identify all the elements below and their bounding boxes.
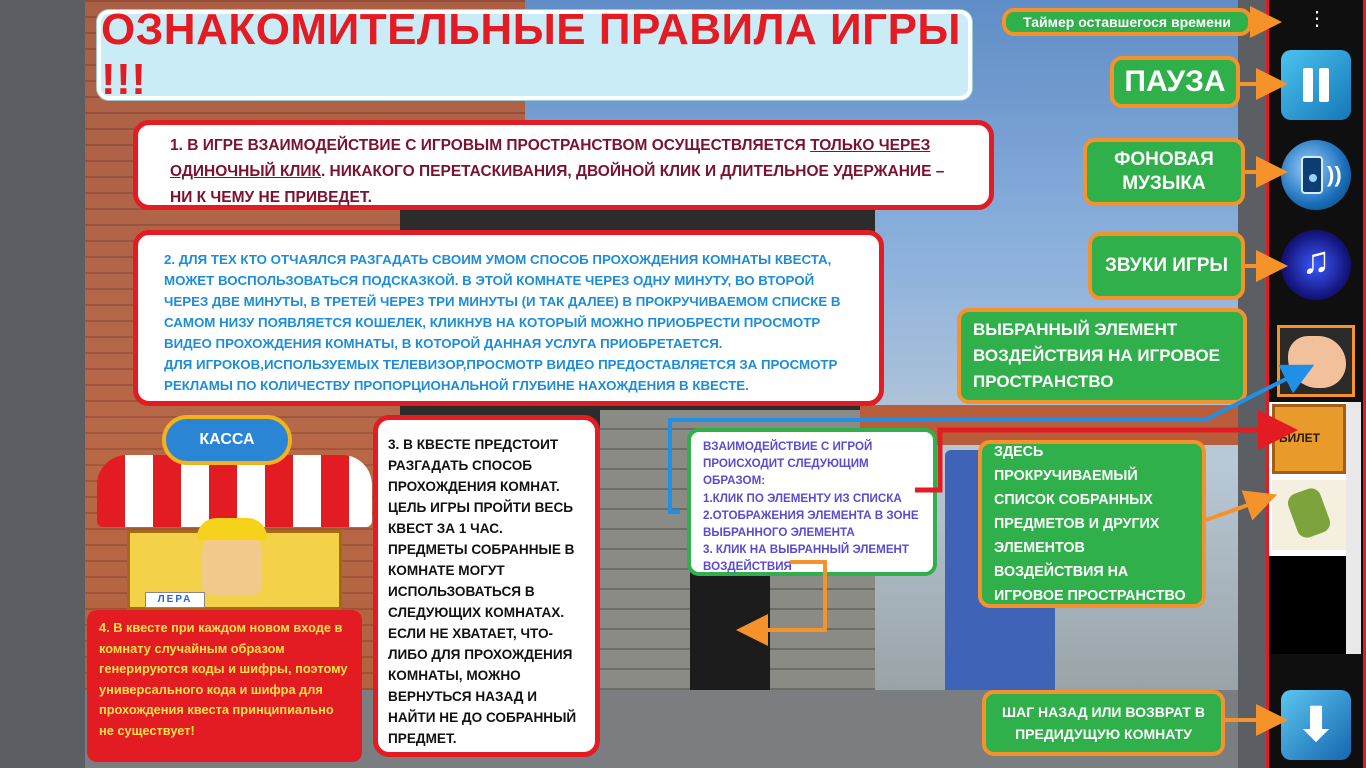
sounds-label: ЗВУКИ ИГРЫ bbox=[1088, 232, 1245, 300]
interaction-step-3: 3. КЛИК НА ВЫБРАННЫЙ ЭЛЕМЕНТ ВОЗДЕЙСТВИЯ bbox=[703, 543, 910, 574]
down-arrow-icon: ⬇ bbox=[1296, 698, 1336, 750]
back-label: ШАГ НАЗАД ИЛИ ВОЗВРАТ В ПРЕДИДУЩУЮ КОМНАТУ bbox=[982, 690, 1225, 756]
rule-3-text: 3. В КВЕСТЕ ПРЕДСТОИТ РАЗГАДАТЬ СПОСОБ ПРОХОЖДЕНИЯ КОМНАТ. ЦЕЛЬ ИГРЫ ПРОЙТИ ВЕСЬ КВЕСТ ЗА 1 ЧАС. ПРЕДМЕТЫ СОБРАННЫЕ В КОМНАТЕ МОГУТ ИСПОЛЬЗОВАТЬСЯ В СЛЕДУЮЩИХ КОМНАТАХ. ЕСЛИ НЕ ХВАТАЕТ, ЧТО-ЛИБО ДЛЯ ПРОХОЖДЕНИЯ КОМНАТЫ, МОЖНО ВЕРНУТЬСЯ НАЗАД И НАЙТИ НЕ ДО СОБРАННЫЙ ПРЕДМЕТ. bbox=[388, 437, 577, 746]
blue-arrow bbox=[670, 372, 1300, 512]
selected-element-label: ВЫБРАННЫЙ ЭЛЕМЕНТ ВОЗДЕЙСТВИЯ НА ИГРОВОЕ ПРОСТРАНСТВО bbox=[957, 308, 1247, 404]
kebab-menu-icon[interactable]: ⋮ bbox=[1307, 8, 1327, 30]
sound-waves-icon: )) bbox=[1327, 162, 1342, 187]
music-label: ФОНОВАЯ МУЗЫКА bbox=[1083, 138, 1245, 206]
rule-2-paragraph-1: 2. ДЛЯ ТЕХ КТО ОТЧАЯЛСЯ РАЗГАДАТЬ СВОИМ УМОМ СПОСОБ ПРОХОЖДЕНИЯ КОМНАТЫ КВЕСТА, МОЖЕТ ВОСПОЛЬЗОВАТЬСЯ ПОДСКАЗКОЙ. В ЭТОЙ КОМНАТЕ ЧЕРЕЗ ОДНУ МИНУТУ, ВО ВТОРОЙ ЧЕРЕЗ ДВЕ МИНУТЫ, В ТРЕТЕЙ ЧЕРЕЗ ТРИ МИНУТЫ (И ТАК ДАЛЕЕ) В ПРОКРУЧИВАЕМОМ СПИСКЕ В САМОМ НИЗУ ПОЯВЛЯЕТСЯ КОШЕЛЕК, КЛИКНУВ НА КОТОРЫЙ МОЖНО ПРИОБРЕСТИ ПРОСМОТР ВИДЕО ПРОХОЖДЕНИЯ КОМНАТЫ, В КОТОРОЙ ДАННАЯ УСЛУГА ПРИОБРЕТАЕТСЯ. bbox=[164, 252, 841, 351]
kiosk-sign: КАССА bbox=[162, 415, 292, 465]
interaction-heading: ВЗАИМОДЕЙСТВИЕ С ИГРОЙ ПРОИСХОДИТ СЛЕДУЮЩИМ ОБРАЗОМ: bbox=[703, 440, 873, 488]
rule-1-underline: ТОЛЬКО ЧЕРЕЗ ОДИНОЧНЫЙ КЛИК bbox=[170, 137, 931, 180]
cashier-name-tag: ЛЕРА bbox=[145, 592, 205, 608]
orange-arrows bbox=[752, 22, 1272, 720]
music-note-icon: ♫ bbox=[1301, 240, 1331, 282]
red-arrow bbox=[915, 430, 1278, 490]
timer-label: Таймер оставшегося времени bbox=[1002, 8, 1252, 36]
pause-label: ПАУЗА bbox=[1110, 56, 1240, 108]
page-title: ОЗНАКОМИТЕЛЬНЫЕ ПРАВИЛА ИГРЫ !!! bbox=[101, 5, 961, 104]
interaction-step-2: 2.ОТОБРАЖЕНИЯ ЭЛЕМЕНТА В ЗОНЕ ВЫБРАННОГО ЭЛЕМЕНТА bbox=[703, 508, 919, 540]
inventory-list-label: ЗДЕСЬ ПРОКРУЧИВАЕМЫЙ СПИСОК СОБРАННЫХ ПРЕДМЕТОВ И ДРУГИХ ЭЛЕМЕНТОВ ВОЗДЕЙСТВИЯ НА ИГРОВОЕ ПРОСТРАНСТВО bbox=[978, 440, 1206, 608]
rule-2-paragraph-2: ДЛЯ ИГРОКОВ,ИСПОЛЬЗУЕМЫХ ТЕЛЕВИЗОР,ПРОСМОТР ВИДЕО ПРЕДОСТАВЛЯЕТСЯ ЗА ПРОСМОТР РЕКЛАМЫ ПО КОЛИЧЕСТВУ ПРОПОРЦИОНАЛЬНОЙ ГЛУБИНЕ НАХОЖДЕНИЯ В КВЕСТЕ. bbox=[164, 357, 838, 393]
ticket-label: БИЛЕТ bbox=[1279, 431, 1321, 445]
rule-4-text: 4. В квесте при каждом новом входе в комнату случайным образом генерируются коды и шифры, поэтому универсального кода и шифра для прохождения квеста принципиально не существует! bbox=[99, 620, 348, 738]
rule-1-text-a: 1. В ИГРЕ ВЗАИМОДЕЙСТВИЕ С ИГРОВЫМ ПРОСТРАНСТВОМ ОСУЩЕСТВЛЯЕТСЯ bbox=[170, 137, 811, 154]
interaction-step-1: 1.КЛИК ПО ЭЛЕМЕНТУ ИЗ СПИСКА bbox=[703, 491, 902, 505]
rule-1-text-b: . НИКАКОГО ПЕРЕТАСКИВАНИЯ, ДВОЙНОЙ КЛИК И ДЛИТЕЛЬНОЕ УДЕРЖАНИЕ – НИ К ЧЕМУ НЕ ПРИВЕДЕТ. bbox=[170, 163, 945, 206]
